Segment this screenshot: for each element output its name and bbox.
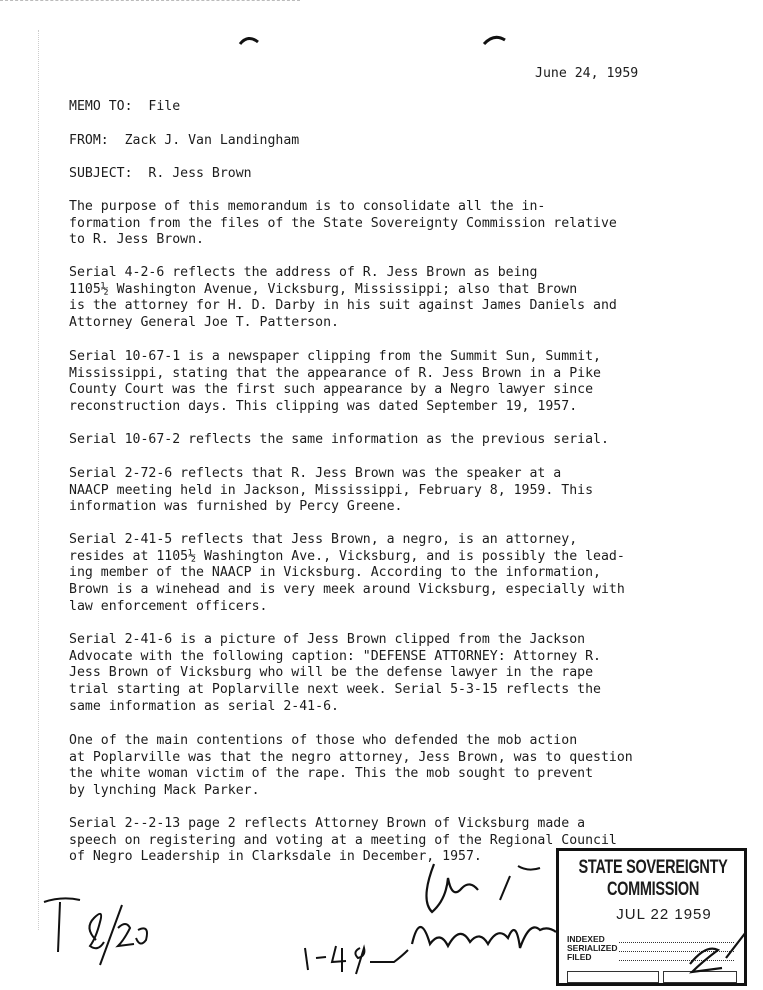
memo-to-line: MEMO TO: File	[69, 99, 181, 114]
stamp-date: JUL 22 1959	[616, 906, 712, 923]
handwritten-slash	[100, 905, 122, 965]
paragraph-mob-action: One of the main contentions of those who defended the mob action at Poplarville was that the negro attorney, Jess Brown, was to question the white woman victim of the rape. This the mob sought to prevent by lynching Mack Parker.	[69, 733, 633, 799]
from-line: FROM: Zack J. Van Landingham	[69, 133, 300, 148]
paragraph-serial-10-67-2: Serial 10-67-2 reflects the same information as the previous serial.	[69, 432, 609, 447]
paragraph-serial-2-72-6: Serial 2-72-6 reflects that R. Jess Brown was the speaker at a NAACP meeting held in Jackson, Mississippi, February 8, 1959. This information was furnished by Percy Greene.	[69, 466, 594, 515]
handwritten-one	[305, 948, 308, 970]
handwritten-eight	[89, 914, 104, 948]
paragraph-serial-2-41-5: Serial 2-41-5 reflects that Jess Brown, a negro, is an attorney, resides at 1105½ Washington Ave., Vicksburg, and is possibly the lead- ing member of the NAACP in Vicksburg. According to the information, Brown is a winehead and is very meek around Vicksburg, especially with law enforcement officers.	[69, 532, 625, 614]
stamp-filed-label: FILED	[567, 952, 592, 962]
memo-date: June 24, 1959	[535, 66, 639, 81]
handwritten-nine	[355, 948, 364, 974]
handwritten-dash	[316, 957, 326, 958]
handwritten-trailing-dash	[370, 950, 408, 962]
handwritten-initial-t	[44, 898, 80, 952]
signature-lower	[412, 927, 556, 948]
subject-line: SUBJECT: R. Jess Brown	[69, 166, 252, 181]
paragraph-serial-2-2-13: Serial 2--2-13 page 2 reflects Attorney Brown of Vicksburg made a speech on registering and voting at a meeting of the Regional Council of Negro Leadership in Clarksdale in December, 1957.	[69, 816, 617, 865]
caret-mark-left	[240, 38, 258, 44]
paragraph-serial-4-2-6: Serial 4-2-6 reflects the address of R. Jess Brown as being 1105½ Washington Avenue, Vicksburg, Mississippi; also that Brown is the attorney for H. D. Darby in his suit against James Daniels and Attorney General Joe T. Patterson.	[69, 265, 617, 331]
handwritten-twenty	[118, 924, 147, 946]
stamp-serialized-label: SERIALIZED	[567, 943, 618, 953]
handwritten-four	[332, 946, 346, 972]
stamp-handwritten-initials	[690, 932, 746, 972]
paragraph-purpose: The purpose of this memorandum is to consolidate all the in- formation from the files of the State Sovereignty Commission relative to R. Jess Brown.	[69, 199, 617, 248]
signature-marks	[500, 866, 540, 900]
paragraph-serial-2-41-6: Serial 2-41-6 is a picture of Jess Brown clipped from the Jackson Advocate with the following caption: "DEFENSE ATTORNEY: Attorney R. Jess Brown of Vicksburg who will be the defense lawyer in the rape trial starting at Poplarville next week. Serial 5-3-15 reflects the same information as serial 2-41-6.	[69, 632, 601, 714]
paragraph-serial-10-67-1: Serial 10-67-1 is a newspaper clipping from the Summit Sun, Summit, Mississippi, stating that the appearance of R. Jess Brown in a Pike County Court was the first such appearance by a Negro lawyer since reconstruction days. This clipping was dated September 19, 1957.	[69, 349, 601, 415]
caret-mark-right	[484, 37, 505, 44]
signature-upper	[426, 864, 478, 912]
stamp-indexed-label: INDEXED	[567, 934, 605, 944]
stamp-title: STATE SOVEREIGNTY COMMISSION	[578, 857, 728, 901]
